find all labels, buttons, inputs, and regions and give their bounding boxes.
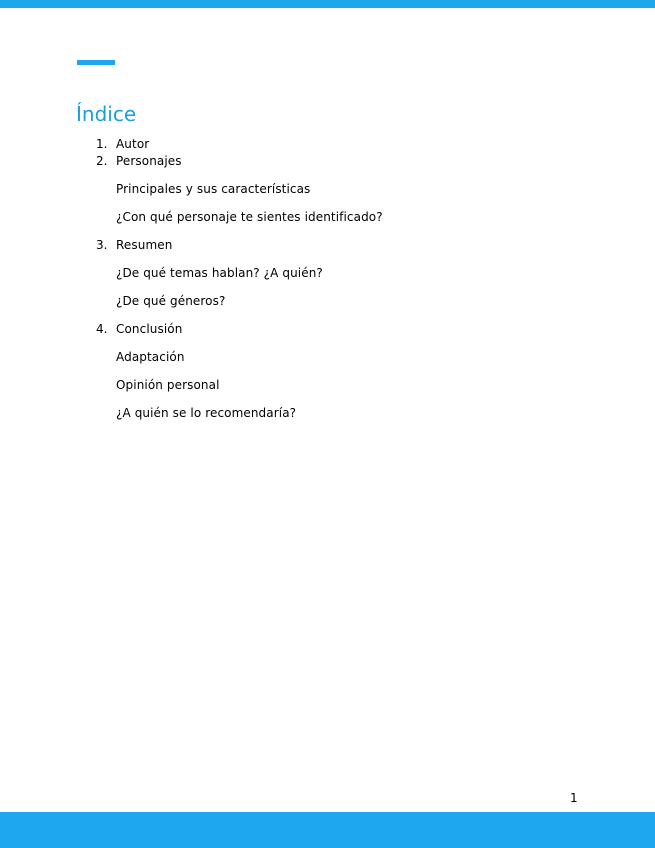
page-number: 1: [570, 791, 578, 805]
toc-subitem: ¿Con qué personaje te sientes identificado?: [116, 210, 383, 224]
toc-item-autor: Autor: [116, 137, 150, 151]
top-accent-bar: [0, 0, 655, 8]
bottom-accent-bar: [0, 812, 655, 848]
toc-number: 1.: [96, 137, 108, 151]
toc-subitem: ¿De qué géneros?: [116, 294, 226, 308]
toc-item-resumen: Resumen: [116, 238, 173, 252]
toc-number: 4.: [96, 322, 108, 336]
toc-item-personajes: Personajes: [116, 154, 182, 168]
page-title: Índice: [76, 102, 137, 126]
toc-subitem: ¿De qué temas hablan? ¿A quién?: [116, 266, 323, 280]
toc-number: 3.: [96, 238, 108, 252]
toc-subitem: Opinión personal: [116, 378, 220, 392]
toc-subitem: Principales y sus características: [116, 182, 311, 196]
toc-subitem: ¿A quién se lo recomendaría?: [116, 406, 297, 420]
toc-number: 2.: [96, 154, 108, 168]
toc-subitem: Adaptación: [116, 350, 185, 364]
toc-item-conclusion: Conclusión: [116, 322, 183, 336]
title-accent-line: [77, 60, 115, 65]
